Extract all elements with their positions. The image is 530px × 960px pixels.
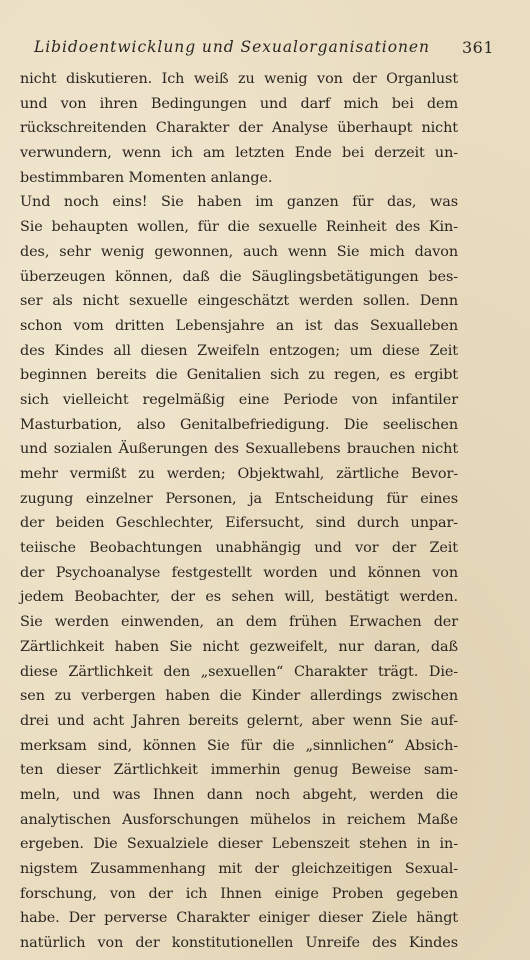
text-line: verwundern, wenn ich am letzten Ende bei derzeit un-	[20, 145, 458, 162]
text-line: teiische Beobachtungen unabhängig und vor der Zeit	[20, 540, 458, 557]
text-line: des, sehr wenig gewonnen, auch wenn Sie mich davon	[20, 243, 458, 260]
text-line: des Kindes all diesen Zweifeln entzogen; um diese Zeit	[20, 342, 458, 359]
text-line: schon vom dritten Lebensjahre an ist das Sexualleben	[20, 317, 458, 334]
text-line: der beiden Geschlechter, Eifersucht, sind durch unpar-	[20, 515, 458, 532]
text-line: und von ihren Bedingungen und darf mich bei dem	[20, 95, 458, 112]
text-line: sen zu verbergen haben die Kinder allerdings zwischen	[20, 688, 458, 705]
text-line: bestimmbaren Momenten anlange.	[20, 169, 273, 186]
text-line: diese Zärtlichkeit den „sexuellen“ Charakter trägt. Die-	[20, 663, 458, 680]
text-line: nicht diskutieren. Ich weiß zu wenig von der Organlust	[20, 71, 458, 87]
text-line: überzeugen können, daß die Säuglingsbetätigungen bes-	[20, 268, 458, 285]
text-line: beginnen bereits die Genitalien sich zu regen, es ergibt	[20, 367, 458, 384]
text-line: sich vielleicht regelmäßig eine Periode von infantiler	[20, 391, 458, 408]
text-line: Masturbation, also Genitalbefriedigung. Die seelischen	[20, 416, 458, 433]
text-line: und sozialen Äußerungen des Sexuallebens brauchen nicht	[20, 441, 458, 458]
text-line: rückschreitenden Charakter der Analyse überhaupt nicht	[20, 120, 458, 137]
text-line: Sie behaupten wollen, für die sexuelle Reinheit des Kin-	[20, 219, 458, 236]
running-title: Libidoentwicklung und Sexualorganisationen	[34, 38, 430, 56]
text-line: Zärtlichkeit haben Sie nicht gezweifelt, nur daran, daß	[20, 638, 458, 655]
text-line: analytischen Ausforschungen mühelos in reichem Maße	[20, 811, 458, 828]
text-line: der Psychoanalyse festgestellt worden und können von	[20, 564, 458, 581]
text-line: merksam sind, können Sie für die „sinnlichen“ Absich-	[20, 737, 458, 754]
text-line: forschung, von der ich Ihnen einige Proben gegeben	[20, 885, 458, 902]
text-line: ten dieser Zärtlichkeit immerhin genug Beweise sam-	[20, 762, 458, 779]
text-line: habe. Der perverse Charakter einiger dieser Ziele hängt	[20, 910, 458, 927]
text-line: mehr vermißt zu werden; Objektwahl, zärtliche Bevor-	[20, 466, 458, 482]
text-line: jedem Beobachter, der es sehen will, bestätigt werden.	[20, 589, 458, 606]
page-number: 361	[461, 38, 494, 57]
text-line: Und noch eins! Sie haben im ganzen für das, was	[20, 194, 458, 211]
text-line: natürlich von der konstitutionellen Unreife des Kindes	[20, 935, 458, 952]
text-line: nigstem Zusammenhang mit der gleichzeitigen Sexual-	[20, 861, 458, 877]
text-line: meln, und was Ihnen dann noch abgeht, werden die	[20, 786, 458, 803]
text-line: zugung einzelner Personen, ja Entscheidung für eines	[20, 490, 458, 507]
text-line: Sie werden einwenden, an dem frühen Erwachen der	[20, 614, 458, 631]
text-line: drei und acht Jahren bereits gelernt, aber wenn Sie auf-	[20, 712, 458, 729]
page-header	[34, 38, 494, 62]
text-line: ergeben. Die Sexualziele dieser Lebenszeit stehen in in-	[20, 836, 458, 853]
body-text	[20, 67, 458, 956]
text-line: ser als nicht sexuelle eingeschätzt werden sollen. Denn	[20, 293, 458, 310]
